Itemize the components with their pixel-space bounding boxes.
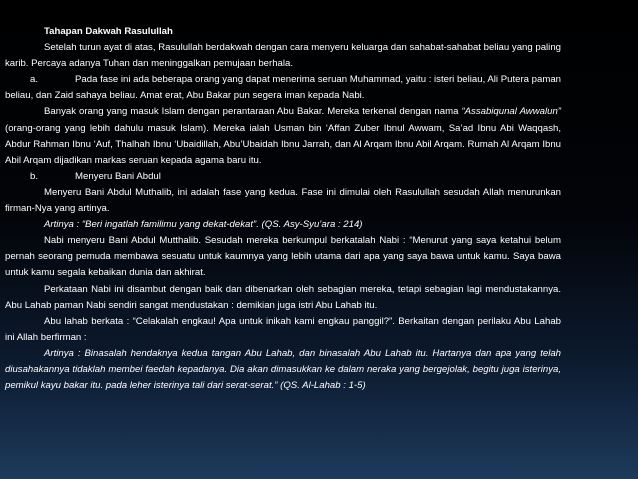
paragraph-perkataan-nabi: Perkataan Nabi ini disambut dengan baik dan dibenarkan oleh sebagian mereka, tetapi sebagian lagi mendustakannya. Abu Lahab paman Nabi sendiri sangat mendustakan : demikian juga istri Abu Lahab itu. [5,283,561,311]
list-item-a-text: Pada fase ini ada beberapa orang yang dapat menerima seruan Muhammad, yaitu : isteri beliau, Ali Putera paman beliau, dan Zaid sahaya beliau. Amat erat, Abu Bakar pun segera iman kepada Nabi. [5,74,561,102]
paragraph-assabiqunal-end: (orang-orang yang lebih dahulu masuk Islam). Mereka ialah Usman bin ‘Affan Zuber Ibnul Awwam, Sa’ad Ibnu Abi Waqqash, Abdur Rahman Ibnu ‘Auf, Thalhah Ibnu ‘Ubaidillah, Abu’Ubaidah Ibnu Jarrah, dan Al Arqam Ibnu Abil Arqam. Rumah Al Arqam Ibnu Abil Arqam dijadikan markas seruan kepada agama baru itu. [5,122,561,166]
list-item-b-text: Menyeru Bani Abdul [75,170,161,182]
paragraph-abu-lahab: Abu lahab berkata : “Celakalah engkau! Apa untuk inikah kami engkau panggil?”. Berkaitan dengan perilaku Abu Lahab ini Allah berfirman : [5,315,561,343]
paragraph-assabiqunal-start: Banyak orang yang masuk Islam dengan perantaraan Abu Bakar. Mereka terkenal dengan nama [44,106,462,118]
paragraph-assabiqunal [5,104,561,168]
quote-asy-syuara: Artinya : “Beri ingatlah familimu yang dekat-dekat”. (QS. Asy-Syu’ara : 214) [44,219,363,231]
quote-al-lahab: Artinya : Binasalah hendaknya kedua tangan Abu Lahab, dan binasalah Abu Lahab itu. Hartanya dan apa yang telah diusahakannya tidaklah membei faedah kepadanya. Dia akan dimasukkan ke dalam neraka yang bergejolak, begitu juga isterinya, pemikul kayu bakar itu. pada leher isterinya tali dari serat-serat.” (QS. Al-Lahab : 1-5) [5,347,561,392]
paragraph-intro: Setelah turun ayat di atas, Rasulullah berdakwah dengan cara menyeru keluarga dan sahabat-sahabat beliau yang paling karib. Percaya adanya Tuhan dan meninggalkan pemujaan berhala. [5,42,561,70]
document-body [5,24,561,394]
paragraph-bani-abdul-muthalib: Menyeru Bani Abdul Muthalib, ini adalah fase yang kedua. Fase ini dimulai oleh Rasulullah sesudah Allah menurunkan firman-Nya yang artinya. [5,186,561,215]
list-marker-a: a. [30,74,39,86]
term-assabiqunal-awwalun: “Assabiqunal Awwalun” [461,106,561,118]
document-title: Tahapan Dakwah Rasulullah [44,26,173,37]
list-marker-b: b. [30,170,39,182]
paragraph-nabi-menyeru: Nabi menyeru Bani Abdul Mutthalib. Sesudah mereka berkumpul berkatalah Nabi : “Menurut yang saya ketahui belum pernah seorang pemuda membawa sesuatu untuk kaumnya yang lebih utama dari apa yang saya bawa untuk kamu. Saya bawa untuk kamu segala kebaikan dunia dan akhirat. [5,235,561,279]
list-item-b [5,169,561,185]
list-item-a [5,72,561,104]
